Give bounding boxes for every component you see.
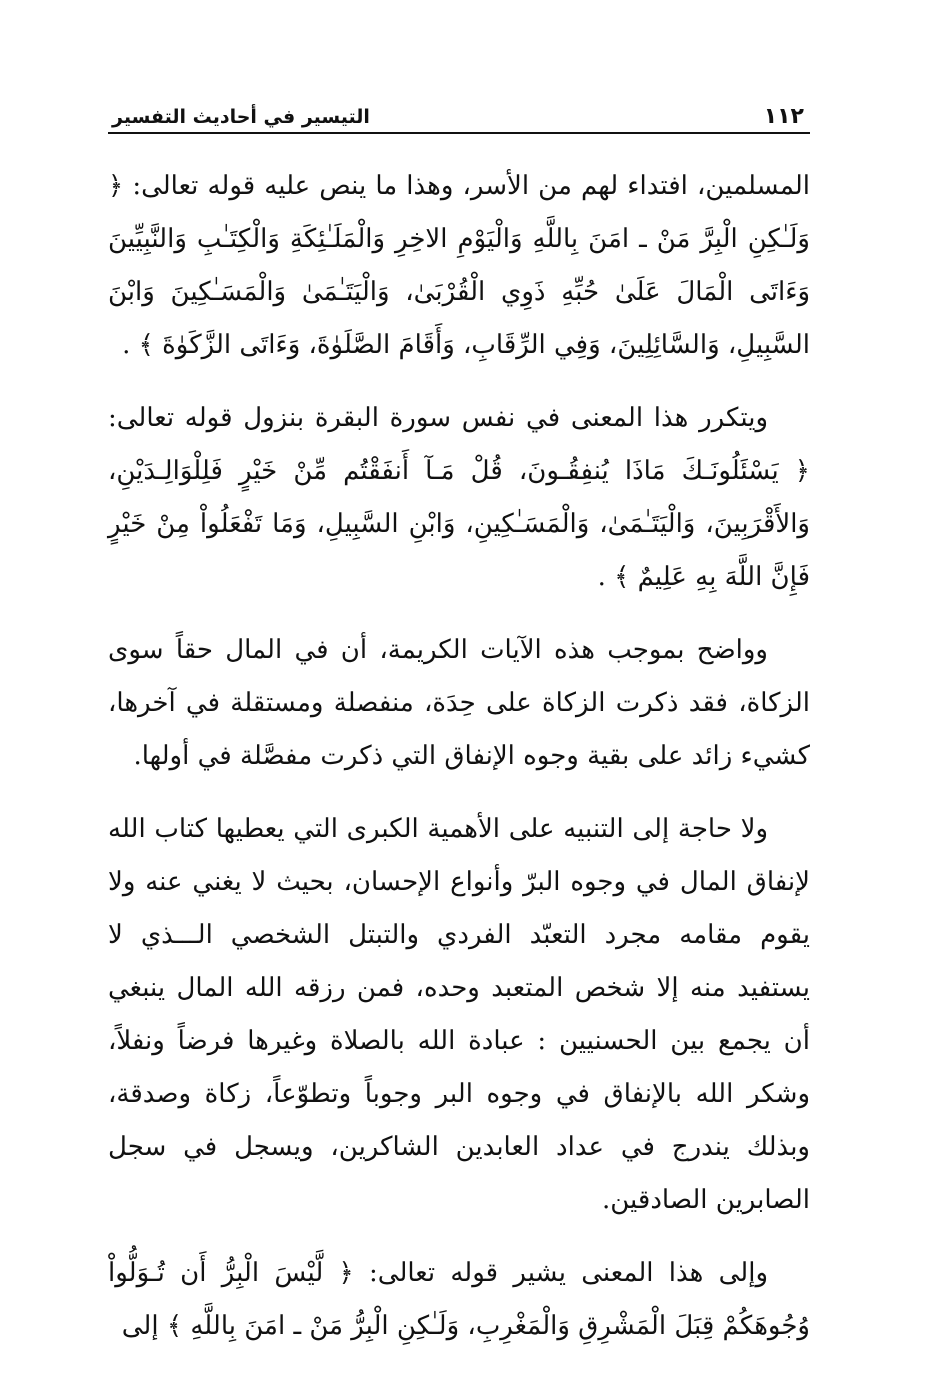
paragraph-verse-al-baqarah-215: ويتكرر هذا المعنى في نفس سورة البقرة بنزول قوله تعالى: ﴿ يَسْئَلُونَـكَ مَاذَا يُنفِقُـونَ، قُلْ مَـآ أَنفَقْتُم مِّنْ خَيْرٍ فَلِلْوَالِـدَيْنِ، وَالأَقْرَبِينَ، وَالْيَتَـٰمَىٰ، وَالْمَسَـٰكِينِ، وَابْنِ السَّبِيلِ، وَمَا تَفْعَلُواْ مِنْ خَيْرٍ فَإِنَّ اللَّهَ بِهِ عَلِيمٌ ﴾ .: [108, 403, 810, 592]
paragraph-importance-of-spending: ولا حاجة إلى التنبيه على الأهمية الكبرى التي يعطيها كتاب الله لإنفاق المال في وجوه البرّ وأنواع الإحسان، بحيث لا يغني عنه ولا يقوم مقامه مجرد التعبّد الفردي والتبتل الشخصي الـــذي لا يستفيد منه إلا شخص المتعبد وحده، فمن رزقه الله المال ينبغي أن يجمع بين الحسنيين : عبادة الله بالصلاة وغيرها فرضاً ونفلاً، وشكر الله بالإنفاق في وجوه البر وجوباً وتطوّعاً، زكاة وصدقة، وبذلك يندرج في عداد العابدين الشاكرين، ويسجل في سجل الصابرين الصادقين.: [108, 814, 810, 1215]
page-number: ١١٢: [763, 104, 804, 129]
page-body: [108, 160, 810, 1353]
paragraph-right-beyond-zakat: وواضح بموجب هذه الآيات الكريمة، أن في المال حقاً سوى الزكاة، فقد ذكرت الزكاة على حِدَة، منفصلة ومستقلة في آخرها، كشيء زائد على بقية وجوه الإنفاق التي ذكرت مفصَّلة في أولها.: [108, 635, 810, 771]
book-page: [108, 96, 810, 1353]
paragraph-verse-al-baqarah-177: المسلمين، افتداء لهم من الأسر، وهذا ما ينص عليه قوله تعالى: ﴿ وَلَـٰكِنِ الْبِرَّ مَنْ ـ امَنَ بِاللَّهِ وَالْيَوْمِ الاخِرِ وَالْمَلَـٰئِكَةِ وَالْكِتَـٰبِ وَالنَّبِيِّينَ وَءَاتَى الْمَالَ عَلَىٰ حُبِّهِ ذَوِي الْقُرْبَىٰ، وَالْيَتَـٰمَىٰ وَالْمَسَـٰكِينَ وَابْنَ السَّبِيلِ، وَالسَّائِلِينَ، وَفِي الرِّقَابِ، وَأَقَامَ الصَّلَوٰةَ، وَءَاتَى الزَّكَوٰةَ ﴾ .: [108, 171, 810, 360]
running-title: التيسير في أحاديث التفسير: [112, 106, 370, 128]
page-header: [108, 96, 810, 134]
paragraph-closing-verse: وإلى هذا المعنى يشير قوله تعالى: ﴿ لَّيْسَ الْبِرُّ أَن تُـوَلُّواْ وُجُوهَكُمْ قِبَلَ الْمَشْرِقِ وَالْمَغْرِبِ، وَلَـٰكِنِ الْبِرُّ مَنْ ـ امَنَ بِاللَّهِ ﴾ إلى: [108, 1258, 810, 1341]
